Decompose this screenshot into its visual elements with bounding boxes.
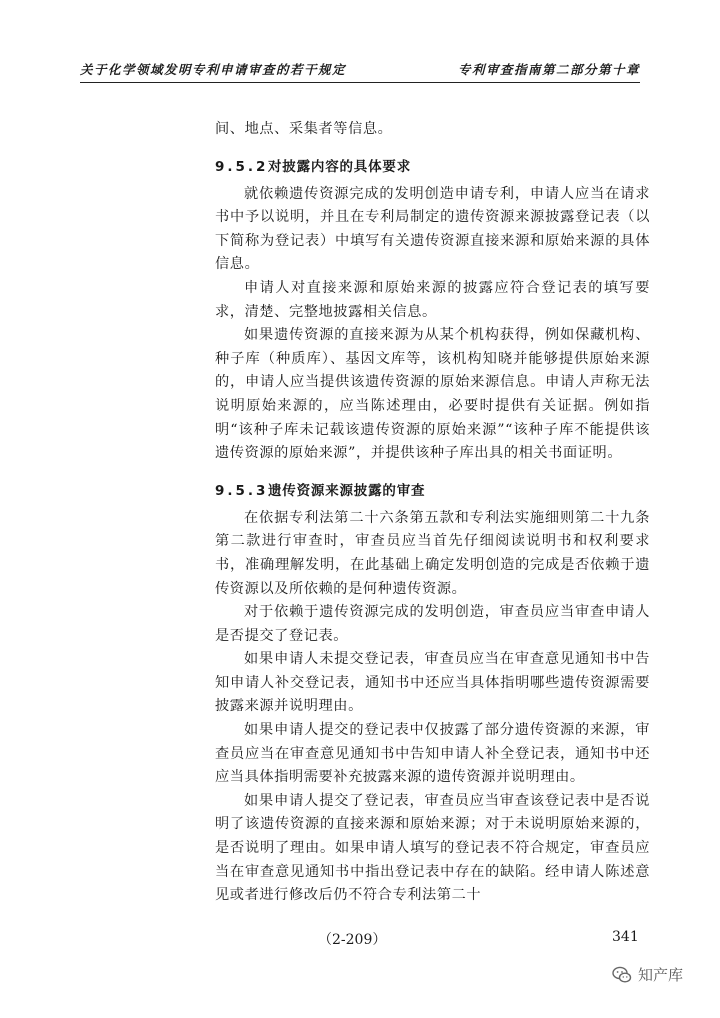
paragraph: 就依赖遗传资源完成的发明创造申请专利，申请人应当在请求书中予以说明，并且在专利局制定的遗传资源来源披露登记表（以下简称为登记表）中填写有关遗传资源直接来源和原始来源的具体信息。 — [215, 185, 650, 273]
wechat-icon — [612, 965, 632, 985]
section-title: 遗传资源来源披露的审查 — [268, 482, 426, 499]
paragraph: 申请人对直接来源和原始来源的披露应符合登记表的填写要求，清楚、完整地披露相关信息。 — [215, 279, 650, 320]
watermark-text: 知产库 — [638, 966, 684, 984]
page-reference: （2-209） — [318, 932, 387, 948]
section-heading-9-5-2 — [215, 157, 650, 177]
paragraph: 间、地点、采集者等信息。 — [215, 121, 393, 137]
page-number: 341 — [612, 929, 639, 945]
section-title: 对披露内容的具体要求 — [268, 158, 411, 175]
paragraph: 对于依赖于遗传资源完成的发明创造，审查员应当审查申请人是否提交了登记表。 — [215, 604, 650, 644]
paragraph: 如果申请人未提交登记表，审查员应当在审查意见通知书中告知申请人补交登记表，通知书中还应当具体指明哪些遗传资源需要披露来源并说明理由。 — [215, 651, 650, 715]
page-body — [215, 118, 650, 908]
watermark — [612, 964, 683, 985]
paragraph: 如果申请人提交了登记表，审查员应当审查该登记表中是否说明了该遗传资源的直接来源和原始来源；对于未说明原始来源的，是否说明了理由。如果申请人填写的登记表不符合规定，审查员应当在审查意见通知书中指出登记表中存在的缺陷。经申请人陈述意见或者进行修改后仍不符合专利法第二十 — [215, 792, 650, 904]
running-header — [80, 60, 640, 83]
header-left-title: 关于化学领域发明专利申请审查的若干规定 — [80, 62, 347, 77]
section-number: 9.5.3 — [215, 482, 269, 499]
paragraph: 如果遗传资源的直接来源为从某个机构获得，例如保藏机构、种子库（种质库）、基因文库等，该机构知晓并能够提供原始来源的，申请人应当提供该遗传资源的原始来源信息。申请人声称无法说明原始来源的，应当陈述理由，必要时提供有关证据。例如指明“该种子库未记载该遗传资源的原始来源”“该种子库不能提供该遗传资源的原始来源”，并提供该种子库出具的相关书面证明。 — [215, 327, 650, 462]
header-right-title: 专利审查指南第二部分第十章 — [457, 62, 640, 77]
section-heading-9-5-3 — [215, 481, 650, 501]
section-number: 9.5.2 — [215, 158, 269, 175]
paragraph: 如果申请人提交的登记表中仅披露了部分遗传资源的来源，审查员应当在审查意见通知书中告知申请人补全登记表，通知书中还应当具体指明需要补充披露来源的遗传资源并说明理由。 — [215, 722, 650, 786]
paragraph: 在依据专利法第二十六条第五款和专利法实施细则第二十九条第二款进行审查时，审查员应当首先仔细阅读说明书和权利要求书，准确理解发明，在此基础上确定发明创造的完成是否依赖于遗传资源以及所依赖的是何种遗传资源。 — [215, 509, 650, 597]
